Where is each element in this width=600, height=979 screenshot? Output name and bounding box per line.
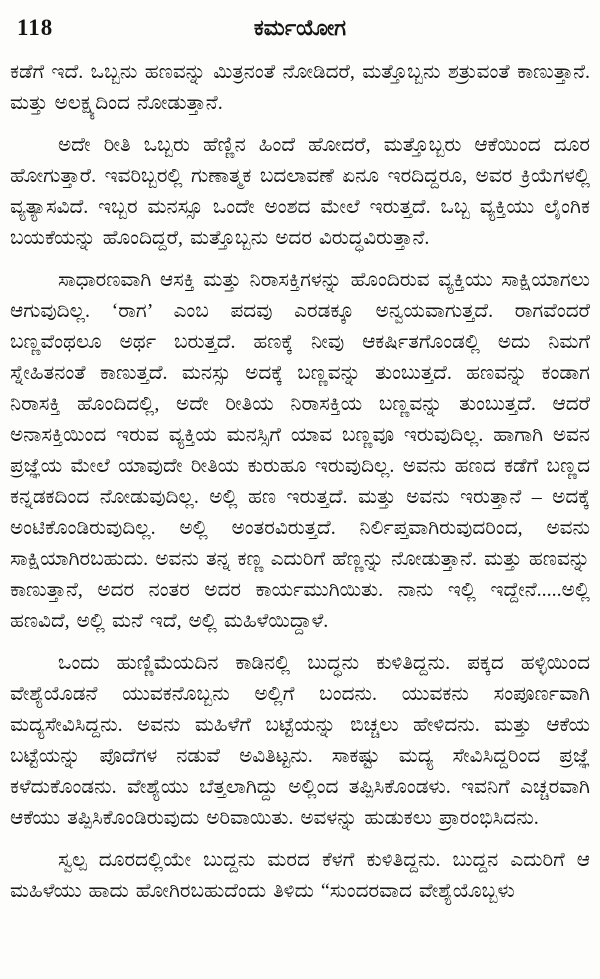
paragraph: ಸ್ವಲ್ಪ ದೂರದಲ್ಲಿಯೇ ಬುದ್ದನು ಮರದ ಕೆಳಗೆ ಕುಳಿತಿದ್ದನು. ಬುದ್ದನ ಎದುರಿಗೆ ಆ ಮಹಿಳೆಯು ಹಾದು ಹೋಗಿರಬಹುದೆಂದು ತಿಳಿದು “ಸುಂದರವಾದ ವೇಶ್ಯೆಯೊಬ್ಬಳು (10, 849, 590, 902)
page-body (9, 57, 591, 907)
paragraph: ಅದೇ ರೀತಿ ಒಬ್ಬರು ಹೆಣ್ಣಿನ ಹಿಂದೆ ಹೋದರೆ, ಮತ್ತೊಬ್ಬರು ಆಕೆಯಿಂದ ದೂರ ಹೋಗುತ್ತಾರೆ. ಇವರಿಬ್ಬರಲ್ಲಿ ಗುಣಾತ್ಮಕ ಬದಲಾವಣೆ ಏನೂ ಇರದಿದ್ದರೂ, ಅವರ ಕ್ರಿಯೆಗಳಲ್ಲಿ ವ್ಯತ್ಯಾಸವಿದೆ. ಇಬ್ಬರ ಮನಸ್ಸೂ ಒಂದೇ ಅಂಶದ ಮೇಲೆ ಇರುತ್ತದೆ. ಒಬ್ಬ ವ್ಯಕ್ತಿಯು ಲೈಂಗಿಕ ಬಯಕೆಯನ್ನು ಹೊಂದಿದ್ದರೆ, ಮತ್ತೊಬ್ಬನು ಅದರ ವಿರುದ್ಧವಿರುತ್ತಾನೆ. (10, 134, 590, 249)
book-title: ಕರ್ಮಯೋಗ (253, 15, 347, 40)
page-number: 118 (17, 15, 54, 40)
page-header (9, 13, 591, 45)
paragraph: ಒಂದು ಹುಣ್ಣಿಮೆಯದಿನ ಕಾಡಿನಲ್ಲಿ ಬುದ್ಧನು ಕುಳಿತಿದ್ದನು. ಪಕ್ಕದ ಹಳ್ಳಿಯಿಂದ ವೇಶ್ಯೆಯೊಡನೆ ಯುವಕನೊಬ್ಬನು ಅಲ್ಲಿಗೆ ಬಂದನು. ಯುವಕನು ಸಂಪೂರ್ಣವಾಗಿ ಮದ್ಯಸೇವಿಸಿದ್ದನು. ಅವನು ಮಹಿಳೆಗೆ ಬಟ್ಟೆಯನ್ನು ಬಿಚ್ಚಲು ಹೇಳಿದನು. ಮತ್ತು ಆಕೆಯ ಬಟ್ಟೆಯನ್ನು ಪೊದೆಗಳ ನಡುವೆ ಅವಿತಿಟ್ಟನು. ಸಾಕಷ್ಟು ಮದ್ಯ ಸೇವಿಸಿದ್ದರಿಂದ ಪ್ರಜ್ಞೆ ಕಳೆದುಕೊಂಡನು. ವೇಶ್ಯೆಯು ಬೆತ್ತಲಾಗಿದ್ದು ಅಲ್ಲಿಂದ ತಪ್ಪಿಸಿಕೊಂಡಳು. ಇವನಿಗೆ ಎಚ್ಚರವಾಗಿ ಆಕೆಯು ತಪ್ಪಿಸಿಕೊಂಡಿರುವುದು ಅರಿವಾಯಿತು. ಅವಳನ್ನು ಹುಡುಕಲು ಪ್ರಾರಂಭಿಸಿದನು. (10, 652, 590, 829)
paragraph-continuation: ಕಡೆಗೆ ಇದೆ. ಒಬ್ಬನು ಹಣವನ್ನು ಮಿತ್ರನಂತೆ ನೋಡಿದರೆ, ಮತ್ತೊಬ್ಬನು ಶತ್ರುವಂತೆ ಕಾಣುತ್ತಾನೆ. ಮತ್ತು ಅಲಕ್ಷ್ಯದಿಂದ ನೋಡುತ್ತಾನೆ. (10, 61, 590, 114)
paragraph: ಸಾಧಾರಣವಾಗಿ ಆಸಕ್ತಿ ಮತ್ತು ನಿರಾಸಕ್ತಿಗಳನ್ನು ಹೊಂದಿರುವ ವ್ಯಕ್ತಿಯು ಸಾಕ್ಷಿಯಾಗಲು ಆಗುವುದಿಲ್ಲ. ‘ರಾಗ’ ಎಂಬ ಪದವು ಎರಡಕ್ಕೂ ಅನ್ವಯವಾಗುತ್ತದೆ. ರಾಗವೆಂದರೆ ಬಣ್ಣವೆಂಥಲೂ ಅರ್ಥ ಬರುತ್ತದೆ. ಹಣಕ್ಕೆ ನೀವು ಆಕರ್ಷಿತಗೊಂಡಲ್ಲಿ ಅದು ನಿಮಗೆ ಸ್ನೇಹಿತನಂತೆ ಕಾಣುತ್ತದೆ. ಮನಸ್ಸು ಅದಕ್ಕೆ ಬಣ್ಣವನ್ನು ತುಂಬುತ್ತದೆ. ಹಣವನ್ನು ಕಂಡಾಗ ನಿರಾಸಕ್ತಿ ಹೊಂದಿದಲ್ಲಿ, ಅದೇ ರೀತಿಯ ನಿರಾಸಕ್ತಿಯ ಬಣ್ಣವನ್ನು ತುಂಬುತ್ತದೆ. ಆದರೆ ಅನಾಸಕ್ತಿಯಿಂದ ಇರುವ ವ್ಯಕ್ತಿಯ ಮನಸ್ಸಿಗೆ ಯಾವ ಬಣ್ಣವೂ ಇರುವುದಿಲ್ಲ. ಹಾಗಾಗಿ ಅವನ ಪ್ರಜ್ಞೆಯ ಮೇಲೆ ಯಾವುದೇ ರೀತಿಯ ಕುರುಹೂ ಇರುವುದಿಲ್ಲ. ಅವನು ಹಣದ ಕಡೆಗೆ ಬಣ್ಣದ ಕನ್ನಡಕದಿಂದ ನೋಡುವುದಿಲ್ಲ. ಅಲ್ಲಿ ಹಣ ಇರುತ್ತದೆ. ಮತ್ತು ಅವನು ಇರುತ್ತಾನೆ – ಅದಕ್ಕೆ ಅಂಟಿಕೊಂಡಿರುವುದಿಲ್ಲ. ಅಲ್ಲಿ ಅಂತರವಿರುತ್ತದೆ. ನಿರ್ಲಿಪ್ತವಾಗಿರುವುದರಿಂದ, ಅವನು ಸಾಕ್ಷಿಯಾಗಿರಬಹುದು. ಅವನು ತನ್ನ ಕಣ್ಣ ಎದುರಿಗೆ ಹೆಣ್ಣನ್ನು ನೋಡುತ್ತಾನೆ. ಮತ್ತು ಹಣವನ್ನು ಕಾಣುತ್ತಾನೆ, ಅದರ ನಂತರ ಅದರ ಕಾರ್ಯಮುಗಿಯಿತು. ನಾನು ಇಲ್ಲಿ ಇದ್ದೇನೆ.....ಅಲ್ಲಿ ಹಣವಿದೆ, ಅಲ್ಲಿ ಮನೆ ಇದೆ, ಅಲ್ಲಿ ಮಹಿಳೆಯಿದ್ದಾಳೆ. (10, 269, 590, 632)
